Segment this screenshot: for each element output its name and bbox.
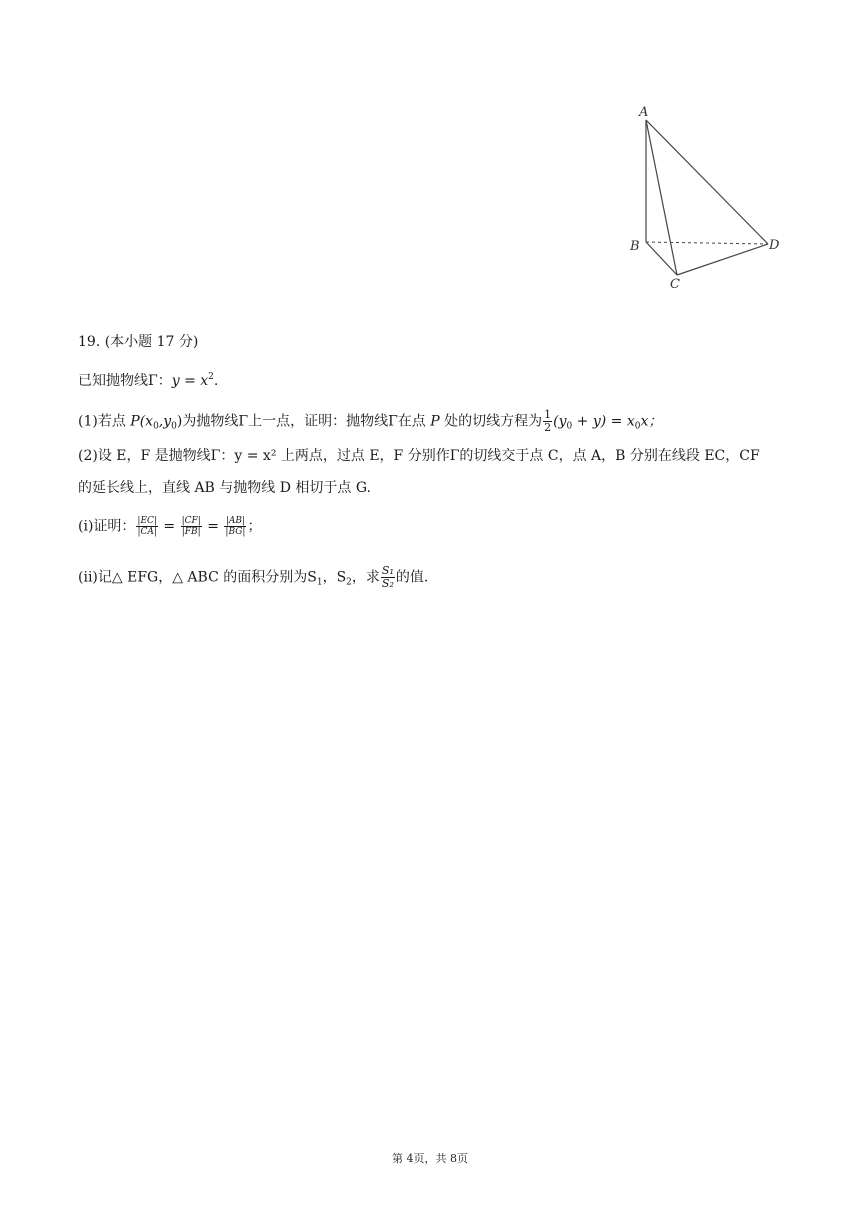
vertex-label-b: B [630,239,640,254]
part1-prefix: (1)若点 [78,413,131,430]
problem-intro: 已知抛物线Γ：$y = x^2$. [78,372,219,389]
area-ratio-denominator: S₂ [381,577,394,590]
part-i-end: ； [247,518,262,535]
tetrahedron-figure [620,100,790,290]
intro-exponent: 2 [208,372,214,382]
ratio-denominator: |FB| [181,527,201,537]
part-i: (i)证明： $\frac{|EC|}{|CA|}$ = $\frac{|CF|}{|FB|}$ = $\frac{|AB|}{|BG|}$ ； [78,516,262,537]
subscript-1: 1 [316,577,323,588]
part1-text1: )为抛物线Γ上一点，证明：抛物线Γ在点 [176,413,431,430]
ratio-denominator: |CA| [137,527,157,537]
intro-equation: y = x [171,373,209,389]
part-ii-mid2: ，求 [351,569,380,586]
area-ratio-numerator: S₁ [381,564,394,577]
ratio-ab-bg [224,516,246,537]
part1-text2: 处的切线方程为 [439,413,543,430]
edge-bc [646,242,677,275]
edge-bd-dashed [646,242,768,244]
part-ii [78,565,428,593]
part-ii-end: 的值. [395,569,429,586]
subscript-2: 2 [346,577,352,588]
subscript-0: 0 [634,421,641,432]
half-fraction [543,409,552,434]
intro-text: 已知抛物线Γ： [78,373,172,389]
ratio-numerator: |CF| [181,516,201,526]
edge-ac [646,120,677,275]
fraction-denominator: 2 [544,421,552,434]
ratio-ec-ca [136,516,158,537]
part-ii-prefix: (ii)记△ EFG，△ ABC 的面积分别为S [78,569,317,586]
part1-tail: (y [553,413,567,430]
page-footer: 第 4页，共 8页 [392,1152,468,1165]
part1-tail2: + y) = x [572,413,635,430]
area-ratio [381,565,395,590]
subscript-0: 0 [171,421,177,432]
part-2-line-2: 的延长线上，直线 AB 与抛物线 D 相切于点 G. [78,480,372,496]
ratio-denominator: |BG| [225,527,246,537]
ratio-numerator: |EC| [137,516,157,526]
part1-p: P [430,413,440,430]
vertex-label-a: A [639,105,649,120]
subscript-0: 0 [153,421,159,432]
subscript-0: 0 [566,421,573,432]
ratio-cf-fb [181,516,202,537]
ratio-numerator: |AB| [225,516,246,526]
part1-point: P(x [130,413,154,430]
part-1: (1)若点 $P(x_0,y_0)$为抛物线Γ上一点，证明：抛物线Γ在点 P 处的切线方程为 $\frac{1}{2}$ $(y_0 + y) = x_0x$； [78,408,663,434]
tetrahedron-diagram [620,100,790,290]
part-ii-mid: ，S [322,569,347,586]
part-i-prefix: (i)证明： [78,518,136,535]
edge-ad [646,120,768,244]
part1-tail3: x； [640,413,663,430]
problem-header: 19. (本小题 17 分) [78,334,199,350]
vertex-label-d: D [769,238,780,253]
vertex-label-c: C [670,277,680,290]
part-2-line-1: (2)设 E，F 是抛物线Γ：y = x² 上两点，过点 E，F 分别作Γ的切线交于点 C，点 A，B 分别在线段 EC，CF [78,448,760,464]
fraction-numerator: 1 [544,408,552,421]
edge-cd [677,244,768,275]
